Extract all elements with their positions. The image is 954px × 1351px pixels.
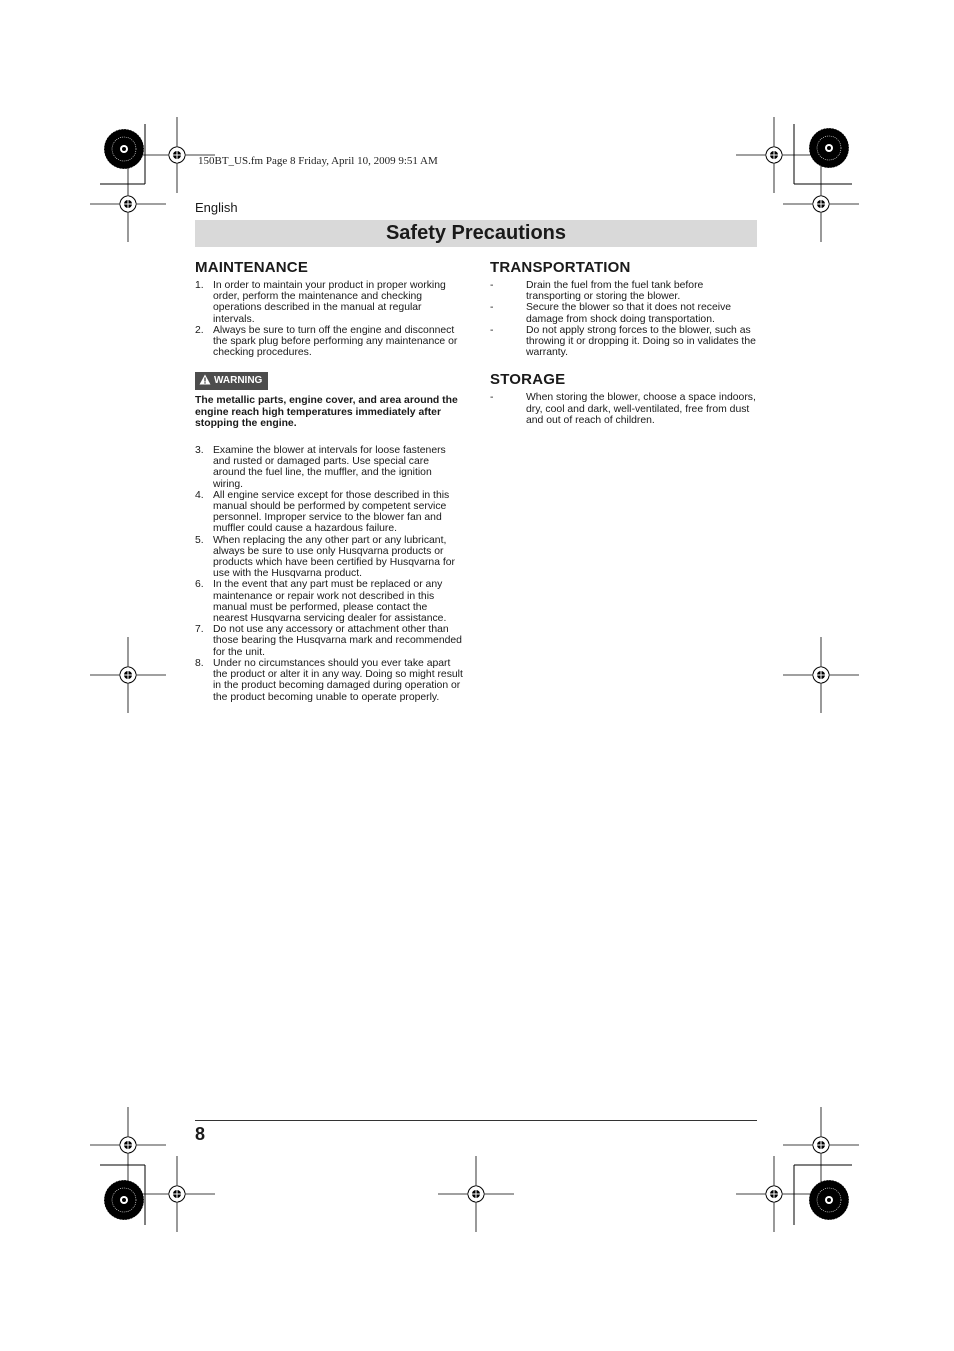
warning-badge — [195, 372, 268, 390]
title-bar — [195, 220, 757, 247]
bullet: - — [490, 324, 494, 336]
item-text: When replacing the any other part or any lubricant, always be sure to use only Husqvarna products or products which have been certified by Husqvarna for use with the Husqvarna product. — [213, 534, 456, 580]
language-label: English — [195, 200, 238, 215]
item-text: Drain the fuel from the fuel tank before transporting or storing the blower. — [526, 280, 704, 303]
maintenance-list-a — [195, 280, 463, 358]
bullet: - — [490, 302, 494, 314]
transport-storage-column — [490, 259, 758, 426]
storage-heading: STORAGE — [490, 371, 566, 389]
list-item — [195, 658, 463, 703]
footer-rule — [195, 1120, 757, 1121]
maintenance-heading: MAINTENANCE — [195, 259, 309, 276]
item-number: 3. — [195, 445, 204, 457]
list-item — [195, 280, 463, 325]
list-item — [195, 490, 463, 535]
item-number: 7. — [195, 624, 204, 636]
item-number: 6. — [195, 579, 204, 591]
list-item — [195, 624, 463, 658]
item-number: 4. — [195, 489, 204, 501]
item-text: In order to maintain your product in proper working order, perform the maintenance and checking operations described in the manual at regular intervals. — [213, 280, 446, 325]
item-text: Examine the blower at intervals for loose fasteners and rusted or damaged parts. Use special care around the fuel line, the muffler, and the ignition wiring. — [213, 445, 446, 490]
list-item — [195, 445, 463, 490]
list-item — [490, 392, 758, 426]
item-text: All engine service except for those described in this manual should be performed by competent service personnel. Improper service to the blower fan and muffler could cause a hazardous failure. — [213, 489, 450, 535]
file-metadata: 150BT_US.fm Page 8 Friday, April 10, 2009 9:51 AM — [198, 155, 438, 167]
list-item — [490, 325, 758, 359]
item-number: 8. — [195, 657, 204, 669]
item-number: 1. — [195, 280, 204, 291]
warning-label: WARNING — [214, 375, 263, 387]
list-item — [490, 302, 758, 324]
item-text: Always be sure to turn off the engine and disconnect the spark plug before performing any maintenance or checking procedures. — [213, 324, 458, 359]
list-item — [195, 579, 463, 624]
storage-list — [490, 392, 758, 426]
transportation-list — [490, 280, 758, 358]
item-text: Under no circumstances should you ever take apart the product or alter it in any way. Doing so might result in the product becoming damaged during operation or the product becoming unable to operate properly. — [213, 657, 463, 703]
maintenance-list-b — [195, 445, 463, 703]
item-text: In the event that any part must be replaced or any maintenance or repair work not described in this manual must be performed, please contact the nearest Husqvarna servicing dealer for assistance. — [213, 579, 447, 625]
item-number: 5. — [195, 534, 204, 546]
bullet: - — [490, 280, 494, 291]
warning-text: The metallic parts, engine cover, and area around the engine reach high temperatures immediately after stopping the engine. — [195, 395, 458, 429]
item-text: Do not use any accessory or attachment other than those bearing the Husqvarna mark and recommended for the unit. — [213, 624, 462, 658]
transportation-heading: TRANSPORTATION — [490, 259, 631, 276]
item-text: Do not apply strong forces to the blower, such as throwing it or dropping it. Doing so in validates the warranty. — [526, 324, 756, 359]
list-item — [490, 280, 758, 302]
item-number: 2. — [195, 324, 204, 336]
list-item — [195, 535, 463, 580]
bullet: - — [490, 392, 494, 404]
item-text: Secure the blower so that it does not receive damage from shock doing transportation. — [526, 302, 732, 325]
maintenance-section — [195, 259, 463, 703]
page-title: Safety Precautions — [385, 222, 567, 244]
warning-triangle-icon — [199, 374, 211, 385]
list-item — [195, 325, 463, 359]
item-text: When storing the blower, choose a space indoors, dry, cool and dark, well-ventilated, free from dust and out of reach of children. — [526, 392, 756, 426]
page-number: 8 — [195, 1124, 206, 1144]
